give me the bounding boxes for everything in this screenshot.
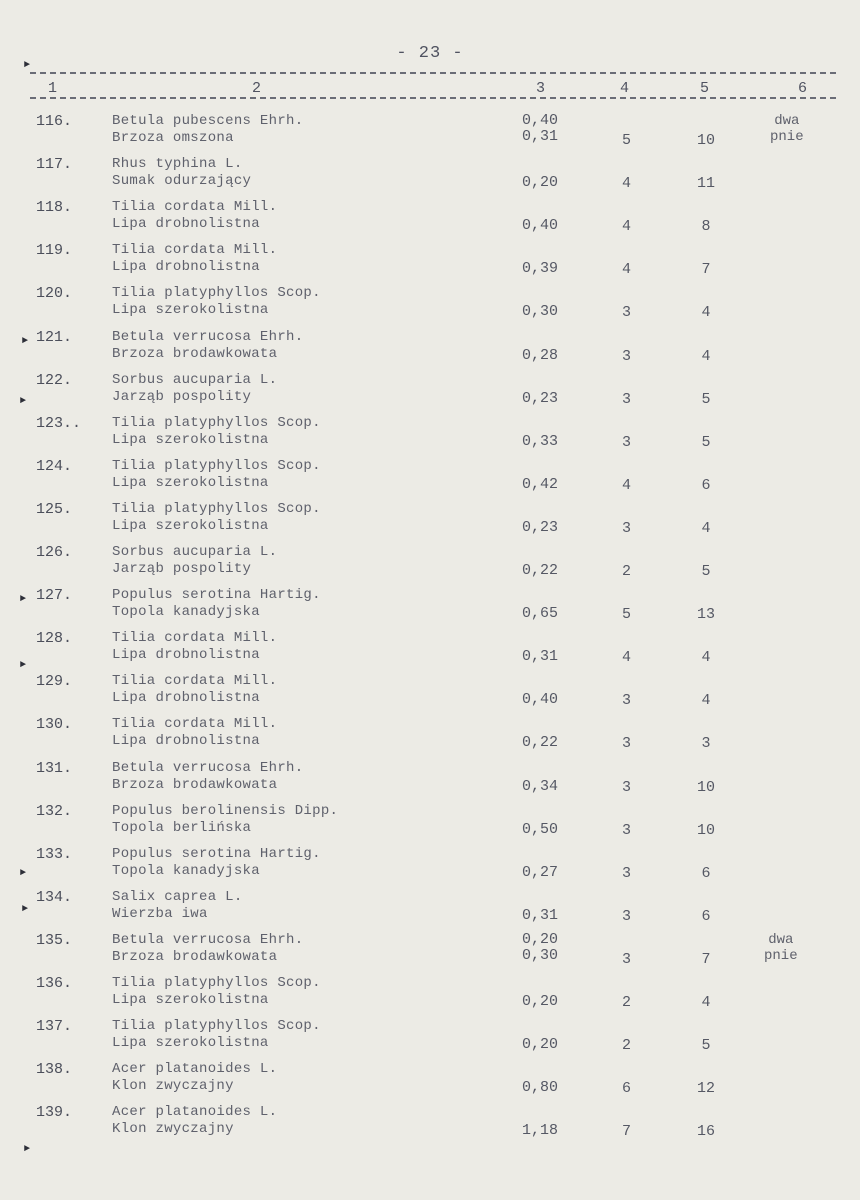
diameter-cell [522,932,558,964]
diameter-value: 0,40 [522,112,559,129]
diameter-value: 0,34 [522,777,559,795]
table-row [0,932,860,974]
margin-mark-arrow: ► [24,1144,31,1155]
entry-number: 129. [36,673,73,691]
table-row [0,242,860,284]
column-header-1: 1 [48,80,58,97]
diameter-value: 0,20 [522,930,559,948]
column-5-value: 5 [701,1037,711,1055]
column-4-value: 2 [622,994,632,1011]
table-row [0,458,860,500]
table-row [0,372,860,414]
latin-name: Betula pubescens Ehrh. [112,113,304,129]
latin-name: Salix caprea L. [112,888,243,905]
column-4-value: 4 [622,218,632,236]
column-4-value: 4 [622,175,632,193]
latin-name: Tilia platyphyllos Scop. [112,285,321,302]
column-5-value: 11 [696,175,715,193]
table-row [0,1104,860,1146]
diameter-value: 0,20 [522,1036,559,1054]
table-row [0,113,860,155]
polish-name: Jarząb pospolity [112,388,252,405]
polish-name: Lipa drobnolistna [112,733,260,750]
diameter-cell [522,649,558,665]
diameter-cell [522,520,558,536]
table-row [0,501,860,543]
diameter-value: 0,23 [522,389,559,407]
entry-number: 124. [36,457,73,475]
column-4-value: 4 [622,476,632,494]
column-4-value: 3 [622,347,632,365]
column-5-value: 4 [701,347,711,365]
polish-name: Lipa drobnolistna [112,216,260,233]
diameter-cell [522,304,558,320]
diameter-cell [522,822,558,838]
latin-name: Betula verrucosa Ehrh. [112,759,304,776]
diameter-cell [522,1080,558,1096]
latin-name: Betula verrucosa Ehrh. [112,931,304,948]
latin-name: Populus serotina Hartig. [112,845,321,862]
latin-name: Sorbus aucuparia L. [112,544,278,560]
latin-name: Rhus typhina L. [112,156,243,173]
polish-name: Jarząb pospolity [112,561,252,577]
diameter-cell [522,1123,558,1139]
polish-name: Brzoza omszona [112,130,234,146]
diameter-cell [522,735,558,751]
column-header-3: 3 [536,80,546,97]
diameter-value: 0,30 [522,946,559,964]
entry-number: 118. [36,199,73,217]
column-5-value: 13 [696,606,715,624]
margin-mark-arrow: ► [20,660,27,671]
column-header-2: 2 [252,80,262,97]
diameter-value: 0,40 [522,691,559,709]
entry-number: 131. [36,759,73,777]
polish-name: Lipa szerokolistna [112,474,269,491]
column-5-value: 4 [701,304,711,322]
column-5-value: 10 [696,132,715,149]
header-dashed-rule [30,97,836,99]
diameter-value: 0,65 [522,605,559,623]
entry-number: 130. [36,716,73,734]
latin-name: Betula verrucosa Ehrh. [112,328,304,345]
column-4-value: 3 [622,864,632,882]
column-4-value: 4 [622,261,632,279]
latin-name: Acer platanoides L. [112,1104,278,1121]
polish-name: Brzoza brodawkowata [112,948,278,965]
diameter-cell [522,908,558,924]
remark-text: dwa [768,931,794,948]
column-5-value: 6 [701,907,711,925]
latin-name: Populus berolinensis Dipp. [112,802,339,819]
polish-name: Lipa drobnolistna [112,690,260,707]
diameter-value: 1,18 [522,1122,559,1140]
column-header-5: 5 [700,80,710,97]
polish-name: Klon zwyczajny [112,1078,234,1095]
diameter-value: 0,31 [522,128,559,145]
table-row [0,975,860,1017]
remark-text: pnie [770,129,804,145]
latin-name: Tilia cordata Mill. [112,242,278,259]
diameter-value: 0,28 [522,346,559,364]
column-4-value: 3 [622,304,632,322]
column-4-value: 5 [622,606,632,624]
diameter-value: 0,20 [522,174,559,192]
diameter-value: 0,40 [522,217,559,235]
column-5-value: 4 [701,994,711,1011]
column-5-value: 6 [701,864,711,882]
column-5-value: 7 [701,261,711,279]
polish-name: Lipa drobnolistna [112,647,260,664]
remarks-cell [764,932,798,964]
remark-text: pnie [764,947,798,964]
column-5-value: 10 [696,821,715,839]
column-5-value: 10 [696,778,715,796]
margin-mark-arrow: ► [20,868,27,879]
table-row [0,415,860,457]
column-4-value: 2 [622,563,632,580]
table-row [0,156,860,198]
latin-name: Tilia cordata Mill. [112,630,278,647]
column-4-value: 3 [622,907,632,925]
entry-number: 128. [36,630,73,648]
column-5-value: 7 [701,950,711,968]
margin-mark-arrow: ► [22,904,29,915]
diameter-value: 0,33 [522,432,559,450]
entry-number: 125. [36,500,73,518]
table-row [0,1061,860,1103]
latin-name: Tilia cordata Mill. [112,673,278,690]
latin-name: Tilia platyphyllos Scop. [112,975,321,991]
table-row [0,846,860,888]
entry-number: 120. [36,285,73,303]
diameter-cell [522,779,558,795]
margin-mark-arrow: ► [20,594,27,605]
latin-name: Tilia cordata Mill. [112,199,278,216]
margin-mark-arrow: ► [20,396,27,407]
column-4-value: 4 [622,649,632,667]
entry-number: 119. [36,242,73,260]
column-4-value: 3 [622,950,632,968]
diameter-cell [522,865,558,881]
diameter-value: 0,80 [522,1079,559,1097]
column-4-value: 3 [622,821,632,839]
diameter-cell [522,391,558,407]
entry-number: 123.. [36,414,82,432]
latin-name: Sorbus aucuparia L. [112,371,278,388]
column-4-value: 3 [622,519,632,537]
entry-number: 139. [36,1104,73,1122]
polish-name: Lipa szerokolistna [112,992,269,1008]
polish-name: Lipa szerokolistna [112,517,269,534]
column-4-value: 5 [622,132,632,149]
diameter-cell [522,1037,558,1053]
diameter-cell [522,994,558,1010]
diameter-value: 0,23 [522,518,559,536]
diameter-cell [522,348,558,364]
column-5-value: 5 [701,563,711,580]
polish-name: Sumak odurzający [112,173,252,190]
diameter-value: 0,31 [522,648,559,666]
entry-number: 133. [36,845,73,863]
latin-name: Populus serotina Hartig. [112,587,321,604]
diameter-cell [522,218,558,234]
entry-number: 116. [36,113,73,130]
diameter-cell [522,434,558,450]
top-dashed-rule [30,72,836,74]
column-4-value: 3 [622,735,632,753]
latin-name: Tilia cordata Mill. [112,716,278,733]
diameter-cell [522,477,558,493]
column-5-value: 4 [701,692,711,710]
column-4-value: 2 [622,1037,632,1055]
polish-name: Brzoza brodawkowata [112,345,278,362]
diameter-cell [522,606,558,622]
polish-name: Topola kanadyjska [112,604,260,621]
column-4-value: 3 [622,778,632,796]
column-4-value: 7 [622,1123,632,1141]
column-header-6: 6 [798,80,808,97]
column-5-value: 4 [701,519,711,537]
diameter-value: 0,50 [522,820,559,838]
margin-mark-arrow: ► [22,336,29,347]
diameter-cell [522,563,558,579]
table-row [0,544,860,586]
entry-number: 136. [36,975,73,992]
diameter-value: 0,27 [522,863,559,881]
latin-name: Acer platanoides L. [112,1061,278,1078]
diameter-value: 0,39 [522,260,559,278]
diameter-value: 0,30 [522,303,559,321]
diameter-cell [522,113,558,145]
latin-name: Tilia platyphyllos Scop. [112,457,321,474]
table-row [0,1018,860,1060]
entry-number: 138. [36,1061,73,1079]
table-row [0,285,860,327]
table-row [0,587,860,629]
column-5-value: 16 [696,1123,715,1141]
polish-name: Lipa szerokolistna [112,1035,269,1052]
column-5-value: 8 [701,218,711,236]
polish-name: Lipa drobnolistna [112,259,260,276]
diameter-value: 0,20 [522,993,559,1010]
polish-name: Topola kanadyjska [112,862,260,879]
column-5-value: 6 [701,476,711,494]
table-row [0,630,860,672]
table-row [0,673,860,715]
latin-name: Tilia platyphyllos Scop. [112,414,321,431]
diameter-value: 0,22 [522,562,559,579]
entry-number: 134. [36,888,73,906]
column-5-value: 12 [696,1080,715,1098]
diameter-value: 0,31 [522,906,559,924]
diameter-cell [522,261,558,277]
column-4-value: 6 [622,1080,632,1098]
diameter-cell [522,692,558,708]
polish-name: Lipa szerokolistna [112,302,269,319]
polish-name: Lipa szerokolistna [112,431,269,448]
polish-name: Brzoza brodawkowata [112,776,278,793]
column-4-value: 3 [622,390,632,408]
entry-number: 126. [36,544,73,561]
diameter-value: 0,42 [522,475,559,493]
polish-name: Klon zwyczajny [112,1121,234,1138]
latin-name: Tilia platyphyllos Scop. [112,1018,321,1035]
diameter-cell [522,175,558,191]
polish-name: Topola berlińska [112,819,252,836]
table-row [0,760,860,802]
entry-number: 122. [36,371,73,389]
column-5-value: 5 [701,390,711,408]
column-4-value: 3 [622,433,632,451]
entry-number: 121. [36,328,73,346]
entry-number: 117. [36,156,73,174]
table-row [0,803,860,845]
entry-number: 132. [36,802,73,820]
column-5-value: 3 [701,735,711,753]
column-5-value: 5 [701,433,711,451]
table-row [0,199,860,241]
remark-text: dwa [774,113,800,129]
entry-number: 127. [36,587,73,605]
remarks-cell [770,113,804,145]
latin-name: Tilia platyphyllos Scop. [112,500,321,517]
column-header-4: 4 [620,80,630,97]
table-row [0,716,860,758]
diameter-value: 0,22 [522,734,559,752]
margin-mark-arrow: ► [24,60,31,71]
table-row [0,329,860,371]
entry-number: 135. [36,931,73,949]
page-number: - 23 - [396,44,464,63]
column-4-value: 3 [622,692,632,710]
column-5-value: 4 [701,649,711,667]
table-row [0,889,860,931]
polish-name: Wierzba iwa [112,905,208,922]
entry-number: 137. [36,1018,73,1036]
